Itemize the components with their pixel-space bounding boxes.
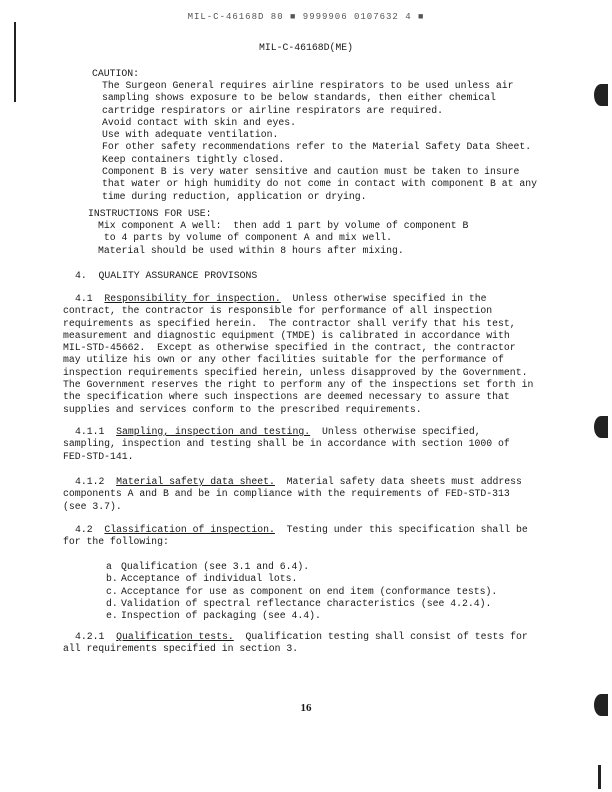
paragraph-title: Classification of inspection. [104,524,275,535]
list-letter: d. [106,597,118,609]
list-item [106,561,497,573]
paragraph-4-1-1 [63,426,510,463]
paragraph-line: sampling, inspection and testing shall be in accordance with section 1000 of [63,438,510,450]
document-id: MIL-C-46168D(ME) [258,42,354,53]
paragraph-4-1-2 [63,476,522,513]
paragraph-text: Testing under this specification shall be [274,524,528,535]
paragraph-line: inspection requirements specified herein, unless disapproved by the Government. [63,366,528,378]
binder-hole [594,84,608,106]
paragraph-line: contract, the contractor is responsible for performance of all inspection [63,305,493,317]
caution-line: Component B is very water sensitive and caution must be taken to insure [102,166,520,178]
binder-hole [594,416,608,438]
list-item [106,610,497,622]
paragraph-title: Sampling, inspection and testing. [116,426,311,437]
instruction-line: to 4 parts by volume of component A and mix well. [98,232,392,244]
paragraph-text: Qualification testing shall consist of tests for [233,631,528,642]
list-item [106,573,497,585]
caution-line: time during reduction, application or drying. [102,190,367,202]
header-stamp: MIL-C-46168D 80 ■ 9999906 0107632 4 ■ [187,12,425,22]
paragraph-4-2-1 [63,631,528,656]
paragraph-first-line [63,631,528,643]
instructions-text [98,220,468,257]
paragraph-title: Responsibility for inspection. [104,293,281,304]
list-text: Qualification (see 3.1 and 6.4). [121,561,310,572]
list-letter: b. [106,573,118,585]
paragraph-number: 4.2 [75,524,93,535]
paragraph-title: Qualification tests. [116,631,234,642]
paragraph-title: Material safety data sheet. [116,476,275,487]
caution-line: cartridge respirators or airline respirators are required. [102,104,443,116]
paragraph-number: 4.2.1 [75,631,105,642]
caution-line: The Surgeon General requires airline respirators to be used unless air [102,80,514,91]
caution-line: For other safety recommendations refer to the Material Safety Data Sheet. [102,141,532,153]
list-letter: c. [106,585,118,597]
caution-line: that water or high humidity do not come in contact with component B at any [102,178,538,190]
caution-line: sampling shows exposure to be below standards, then either chemical [102,92,496,104]
instruction-line: Mix component A well: then add 1 part by volume of component B [98,220,469,231]
paragraph-first-line [63,293,533,305]
caution-line: Use with adequate ventilation. [102,129,279,141]
paragraph-4-2 [63,524,528,549]
paragraph-line: for the following: [63,536,169,548]
paragraph-line: supplies and services conform to the prescribed requirements. [63,403,422,415]
paragraph-line: FED-STD-141. [63,450,134,462]
instructions-heading: INSTRUCTIONS FOR USE: [88,208,212,219]
scan-mark [598,765,601,789]
paragraph-first-line [63,524,528,536]
caution-line: Avoid contact with skin and eyes. [102,116,297,128]
list-text: Inspection of packaging (see 4.4). [121,610,321,622]
paragraph-text: Material safety data sheets must address [274,476,522,487]
list-text: Acceptance of individual lots. [121,573,298,585]
paragraph-text: Unless otherwise specified in the [280,293,487,304]
paragraph-4-1 [63,293,533,416]
paragraph-line: (see 3.7). [63,500,122,512]
paragraph-line: components A and B and be in compliance with the requirements of FED-STD-313 [63,488,510,500]
paragraph-line: may utilize his own or any other facilities suitable for the performance of [63,354,504,366]
list-item [106,586,497,598]
paragraph-text: Unless otherwise specified, [310,426,481,437]
list-item [106,598,497,610]
list-text: Acceptance for use as component on end item (conformance tests). [121,585,498,597]
list-letter: a [106,561,112,572]
section-heading: 4. QUALITY ASSURANCE PROVISONS [75,270,258,281]
paragraph-line: MIL-STD-45662. Except as otherwise specified in the contract, the contractor [63,342,516,354]
list-text: Validation of spectral reflectance characteristics (see 4.2.4). [121,597,492,609]
paragraph-first-line [63,476,522,488]
instruction-line: Material should be used within 8 hours after mixing. [98,244,404,256]
list-letter: e. [106,610,118,622]
paragraph-number: 4.1.1 [75,426,105,437]
caution-heading: CAUTION: [92,68,140,79]
paragraph-line: all requirements specified in section 3. [63,643,299,655]
paragraph-line: The Government reserves the right to perform any of the inspections set forth in [63,379,534,391]
caution-line: Keep containers tightly closed. [102,153,285,165]
paragraph-first-line [63,426,510,438]
classification-list [106,561,497,622]
scan-mark [14,22,16,102]
paragraph-number: 4.1.2 [75,476,105,487]
paragraph-line: the specification where such inspections are deemed necessary to assure that [63,391,510,403]
paragraph-number: 4.1 [75,293,93,304]
page-number: 16 [300,702,312,714]
paragraph-line: requirements as specified herein. The contractor shall verify that his test, [63,317,516,329]
paragraph-line: measurement and diagnostic equipment (TMDE) is calibrated in accordance with [63,329,510,341]
caution-text [102,80,537,203]
